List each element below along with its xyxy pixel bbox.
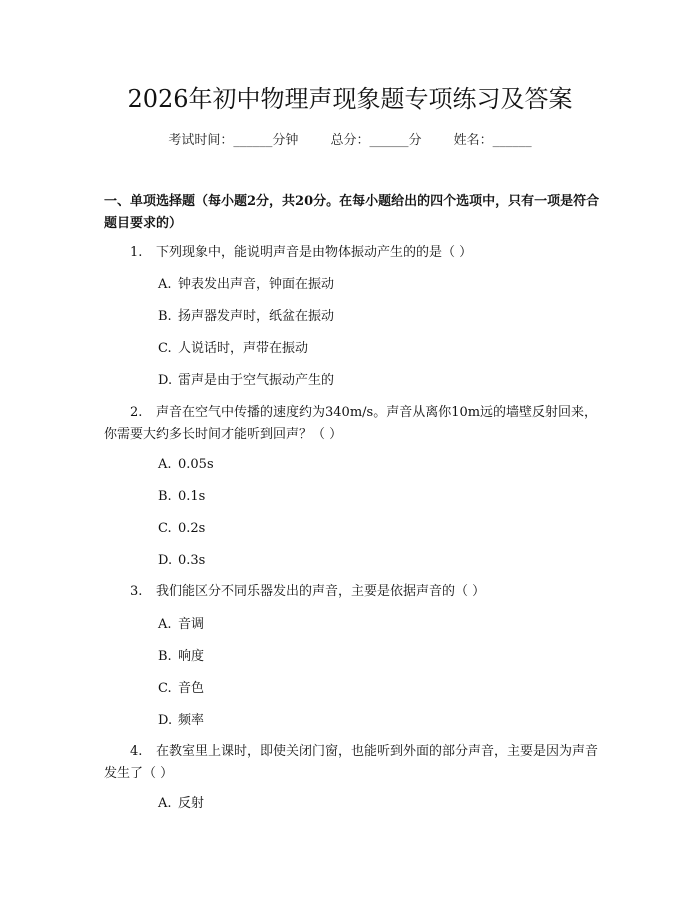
option-text: 0.1s (178, 489, 206, 504)
option-letter: B. (158, 489, 172, 504)
option-letter: D. (158, 713, 173, 728)
option-letter: C. (158, 341, 172, 356)
question-2-option-d (158, 551, 205, 571)
question-number: 2. (130, 405, 143, 420)
total-score-field: 总分：______分 (330, 133, 422, 148)
question-4-option-a (158, 794, 204, 814)
option-text: 音色 (178, 681, 205, 696)
student-name-field: 姓名：______ (453, 133, 532, 148)
question-2 (104, 402, 604, 446)
question-1-option-d (158, 371, 334, 391)
question-text: 在教室里上课时，即使关闭门窗，也能听到外面的部分声音，主要是因为声音发生了（ ） (104, 744, 599, 781)
option-letter: B. (158, 309, 172, 324)
question-3-option-b (158, 647, 204, 667)
question-number: 3. (130, 584, 143, 599)
option-letter: C. (158, 521, 172, 536)
question-number: 1. (130, 245, 143, 260)
option-text: 0.2s (178, 521, 206, 536)
option-text: 0.3s (178, 553, 206, 568)
option-text: 频率 (178, 713, 205, 728)
question-1-option-b (158, 307, 334, 327)
option-text: 音调 (178, 617, 205, 632)
question-3-option-a (158, 615, 204, 635)
option-letter: A. (158, 457, 172, 472)
document-title: 2026年初中物理声现象题专项练习及答案 (127, 85, 573, 113)
option-text: 0.05s (178, 457, 214, 472)
question-text: 下列现象中，能说明声音是由物体振动产生的的是（ ） (156, 245, 473, 260)
question-2-option-b (158, 487, 205, 507)
option-letter: D. (158, 553, 173, 568)
question-2-option-c (158, 519, 205, 539)
question-2-option-a (158, 455, 214, 475)
option-letter: A. (158, 277, 172, 292)
option-letter: B. (158, 649, 172, 664)
exam-time-field: 考试时间：______分钟 (168, 133, 299, 148)
option-text: 响度 (178, 649, 205, 664)
option-letter: A. (158, 796, 172, 811)
option-text: 扬声器发声时，纸盆在振动 (178, 309, 335, 324)
option-text: 钟表发出声音，钟面在振动 (178, 277, 335, 292)
question-3 (104, 581, 604, 603)
question-3-option-d (158, 711, 204, 731)
exam-info-line (0, 131, 700, 151)
question-1-option-a (158, 275, 334, 295)
question-1 (104, 242, 604, 264)
option-letter: D. (158, 373, 173, 388)
option-text: 雷声是由于空气振动产生的 (178, 373, 335, 388)
section-heading: 一、单项选择题（每小题2分，共20分。在每小题给出的四个选项中，只有一项是符合题目要求的） (104, 194, 600, 231)
question-number: 4. (130, 744, 143, 759)
option-letter: A. (158, 617, 172, 632)
question-3-option-c (158, 679, 204, 699)
question-4 (104, 741, 604, 785)
option-text: 人说话时，声带在振动 (178, 341, 309, 356)
question-text: 声音在空气中传播的速度约为340m/s。声音从离你10m远的墙壁反射回来，你需要大约多长时间才能听到回声？（ ） (104, 405, 598, 442)
option-text: 反射 (178, 796, 205, 811)
question-1-option-c (158, 339, 308, 359)
question-text: 我们能区分不同乐器发出的声音，主要是依据声音的（ ） (156, 584, 486, 599)
option-letter: C. (158, 681, 172, 696)
